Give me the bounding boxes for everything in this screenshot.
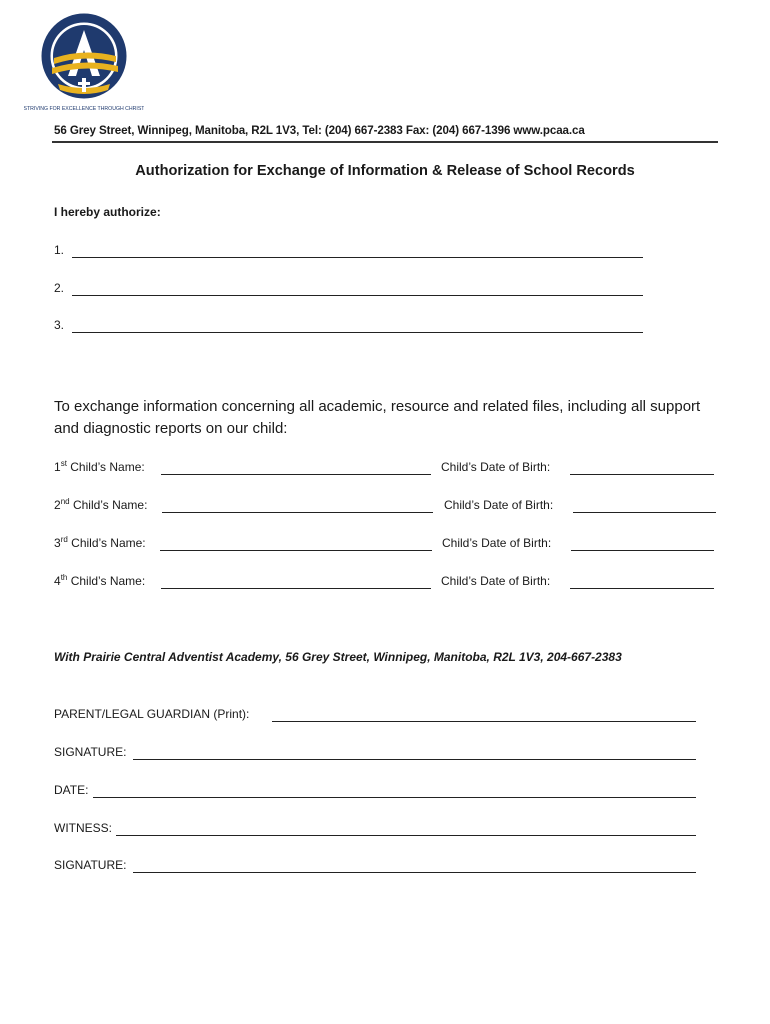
- child-1-name-field[interactable]: [161, 474, 431, 475]
- with-statement: With Prairie Central Adventist Academy, 56 Grey Street, Winnipeg, Manitoba, R2L 1V3, 204-667-2383: [54, 650, 622, 664]
- child-4-dob-label: Child’s Date of Birth:: [441, 574, 551, 588]
- date-field[interactable]: [93, 797, 696, 798]
- authorize-item-3-number: 3.: [54, 318, 65, 332]
- child-4-name-label: 4th Child’s Name:: [54, 573, 146, 588]
- form-title: Authorization for Exchange of Information & Release of School Records: [135, 163, 635, 179]
- child-3-name-label: 3rd Child’s Name:: [54, 535, 146, 550]
- authorize-item-1-number: 1.: [54, 243, 65, 257]
- child-2-dob-field[interactable]: [573, 512, 716, 513]
- child-4-dob-field[interactable]: [570, 588, 714, 589]
- child-3-name-field[interactable]: [160, 550, 432, 551]
- witness-label: WITNESS:: [54, 821, 113, 835]
- witness-field[interactable]: [116, 835, 696, 836]
- child-1-dob-field[interactable]: [570, 474, 714, 475]
- authorize-item-2-field[interactable]: [72, 295, 643, 296]
- authorize-item-2-number: 2.: [54, 281, 65, 295]
- witness-signature-label: SIGNATURE:: [54, 858, 127, 872]
- authorize-label: I hereby authorize:: [54, 205, 161, 219]
- child-4-name-field[interactable]: [161, 588, 431, 589]
- signature-label: SIGNATURE:: [54, 745, 127, 759]
- authorize-item-1-field[interactable]: [72, 257, 643, 258]
- signature-field[interactable]: [133, 759, 696, 760]
- header-divider: [52, 141, 718, 143]
- date-label: DATE:: [54, 783, 89, 797]
- child-3-dob-label: Child’s Date of Birth:: [442, 536, 552, 550]
- school-logo: [24, 10, 144, 114]
- guardian-field[interactable]: [272, 721, 696, 722]
- authorize-item-3-field[interactable]: [72, 332, 643, 333]
- child-2-name-label: 2nd Child’s Name:: [54, 497, 148, 512]
- guardian-label: PARENT/LEGAL GUARDIAN (Print):: [54, 707, 250, 721]
- child-3-dob-field[interactable]: [571, 550, 714, 551]
- logo-tagline: STRIVING FOR EXCELLENCE THROUGH CHRIST: [24, 106, 144, 112]
- child-2-name-field[interactable]: [162, 512, 433, 513]
- witness-signature-field[interactable]: [133, 872, 696, 873]
- purpose-paragraph: To exchange information concerning all academic, resource and related files, including all support and diagnostic reports on our child:: [54, 398, 701, 437]
- school-address-line: 56 Grey Street, Winnipeg, Manitoba, R2L 1V3, Tel: (204) 667-2383 Fax: (204) 667-1396 www.pcaa.ca: [54, 124, 585, 137]
- child-1-name-label: 1st Child’s Name:: [54, 459, 145, 474]
- child-2-dob-label: Child’s Date of Birth:: [444, 498, 554, 512]
- child-1-dob-label: Child’s Date of Birth:: [441, 460, 551, 474]
